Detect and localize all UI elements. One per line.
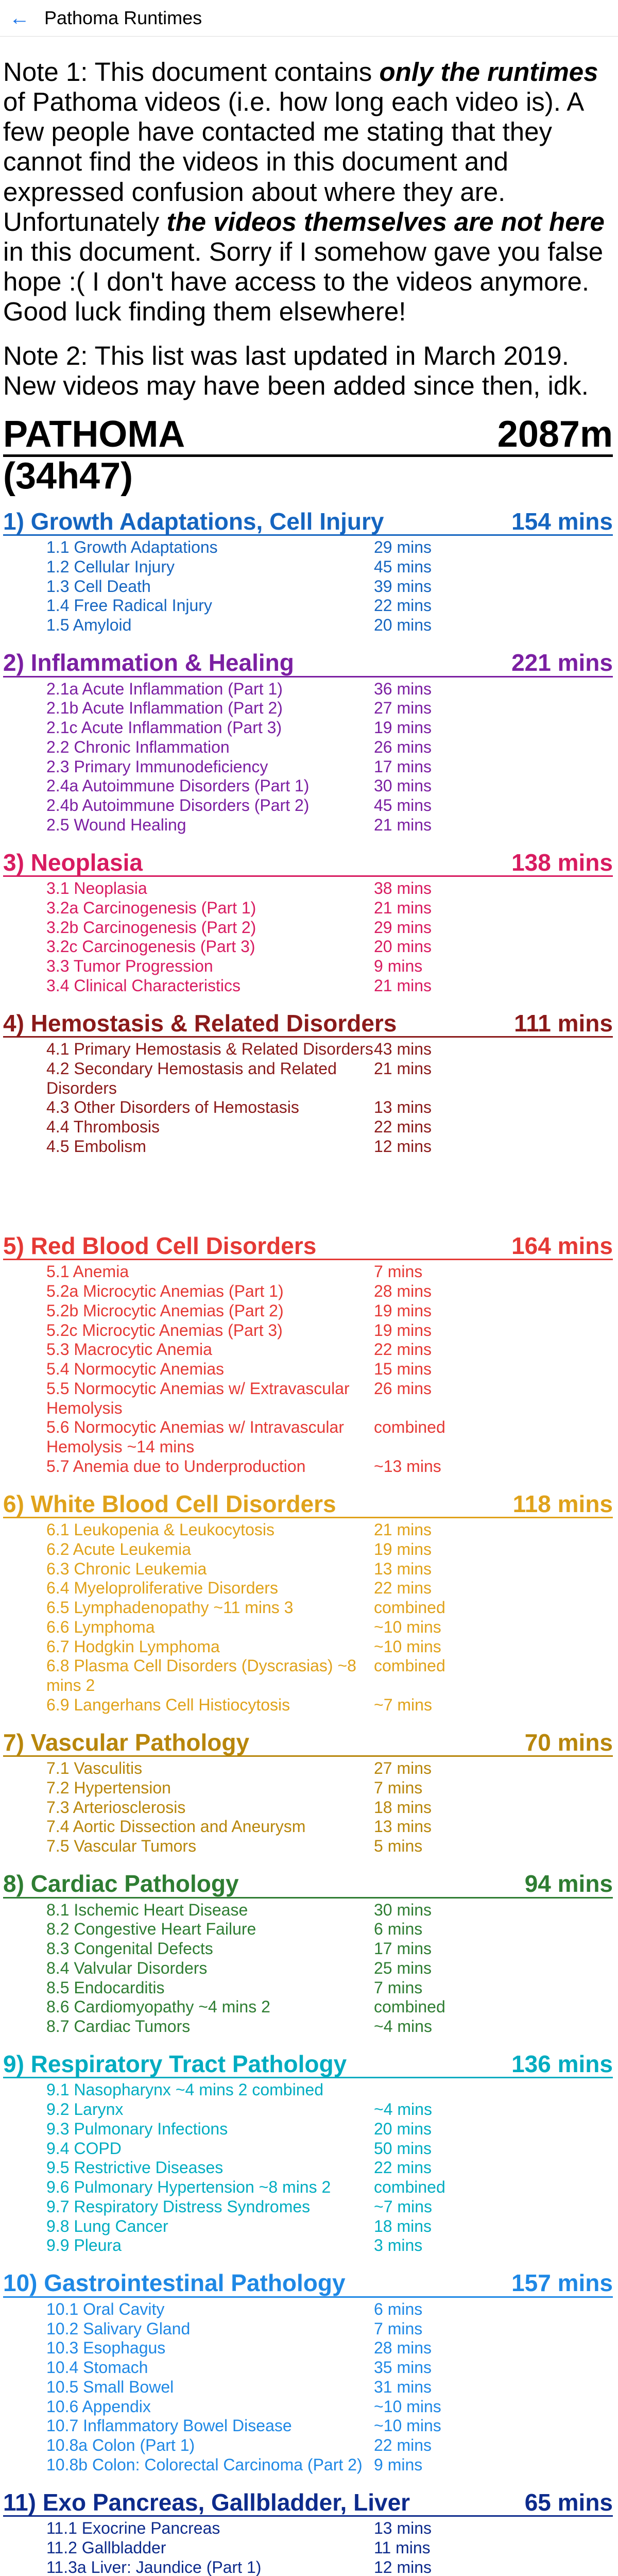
pathoma-title: PATHOMA [3, 414, 185, 455]
video-title: 7.5 Vascular Tumors [46, 1837, 197, 1856]
video-runtime: 7 mins [374, 1978, 423, 1997]
section-10 [3, 2270, 613, 2475]
video-item [3, 1579, 613, 1598]
video-runtime: combined [374, 2178, 445, 2197]
video-runtime: 21 mins [374, 1520, 432, 1539]
video-title: 5.1 Anemia [46, 1262, 129, 1281]
video-item [3, 2017, 613, 2037]
video-item [3, 2139, 613, 2159]
video-runtime: 43 mins [374, 1040, 432, 1059]
video-title: 8.6 Cardiomyopathy ~4 mins 2 [46, 1997, 270, 2016]
section-title: 11) Exo Pancreas, Gallbladder, Liver [3, 2488, 410, 2516]
section-title: 3) Neoplasia [3, 849, 143, 876]
video-item [3, 1696, 613, 1715]
video-runtime: 7 mins [374, 1262, 423, 1281]
video-runtime: 19 mins [374, 1301, 432, 1320]
video-runtime: 19 mins [374, 1320, 432, 1340]
video-title: 10.8b Colon: Colorectal Carcinoma (Part 2) [46, 2455, 363, 2474]
video-item [3, 918, 613, 938]
video-title: 6.8 Plasma Cell Disorders (Dyscrasias) ~8 mins 2 [46, 1656, 356, 1695]
video-item [3, 2197, 613, 2217]
section-heading[interactable] [3, 1730, 613, 1757]
video-item [3, 2300, 613, 2319]
video-title: 1.2 Cellular Injury [46, 557, 175, 576]
video-item [3, 757, 613, 777]
section-4 [3, 1010, 613, 1157]
pathoma-total-hours: (34h47) [3, 455, 133, 497]
video-runtime: 38 mins [374, 879, 432, 898]
video-runtime: 27 mins [374, 1759, 432, 1778]
top-bar [0, 0, 618, 37]
video-runtime: 19 mins [374, 718, 432, 737]
video-item [3, 1137, 613, 1157]
video-runtime: 20 mins [374, 2119, 432, 2138]
section-heading[interactable] [3, 2051, 613, 2079]
video-runtime: 11 mins [374, 2538, 431, 2557]
video-title: 6.6 Lymphoma [46, 1617, 155, 1636]
video-runtime: ~7 mins [374, 2197, 432, 2216]
video-runtime: 28 mins [374, 2338, 432, 2358]
video-title: 11.2 Gallbladder [46, 2538, 166, 2557]
video-runtime: 9 mins [374, 2455, 423, 2474]
video-title: 1.4 Free Radical Injury [46, 596, 212, 615]
video-runtime: 13 mins [374, 1817, 432, 1836]
video-item [3, 699, 613, 718]
video-runtime: 26 mins [374, 1379, 432, 1398]
video-title: 6.7 Hodgkin Lymphoma [46, 1637, 220, 1656]
video-runtime: 12 mins [374, 1137, 432, 1156]
video-runtime: ~10 mins [374, 1637, 441, 1656]
video-item [3, 1798, 613, 1818]
video-runtime: 21 mins [374, 976, 432, 995]
video-title: 11.1 Exocrine Pancreas [46, 2519, 220, 2538]
video-runtime: 21 mins [374, 898, 432, 917]
section-heading[interactable] [3, 1871, 613, 1899]
video-runtime: ~4 mins [374, 2017, 432, 2036]
video-title: 2.4a Autoimmune Disorders (Part 1) [46, 776, 310, 795]
note-1-text-c: of Pathoma videos (i.e. how long each video is). A few people have contacted me stating that they cannot find the videos in this document and expressed confusion about where they are. Unfortunately [3, 87, 583, 236]
video-runtime: 7 mins [374, 2319, 423, 2338]
video-runtime: 29 mins [374, 538, 432, 557]
video-runtime: 13 mins [374, 1559, 432, 1578]
video-runtime: 19 mins [374, 1539, 432, 1558]
video-item [3, 1598, 613, 1618]
video-runtime: 31 mins [374, 2377, 432, 2396]
video-title: 9.8 Lung Cancer [46, 2216, 168, 2235]
video-title: 1.1 Growth Adaptations [46, 538, 218, 557]
section-9 [3, 2051, 613, 2256]
video-runtime: ~10 mins [374, 2397, 441, 2416]
video-title: 6.3 Chronic Leukemia [46, 1559, 207, 1578]
video-runtime: combined [374, 1656, 445, 1675]
video-runtime: 20 mins [374, 937, 432, 956]
video-item [3, 2519, 613, 2538]
section-duration: 164 mins [511, 1232, 613, 1259]
video-item [3, 1618, 613, 1637]
video-title: 3.4 Clinical Characteristics [46, 976, 241, 995]
video-item [3, 899, 613, 918]
section-duration: 65 mins [524, 2488, 613, 2516]
video-runtime: 12 mins [374, 2557, 432, 2576]
video-title: 6.2 Acute Leukemia [46, 1539, 192, 1558]
video-item [3, 1540, 613, 1560]
section-duration: 154 mins [511, 507, 613, 535]
video-title: 5.7 Anemia due to Underproduction [46, 1456, 306, 1476]
video-item [3, 1637, 613, 1657]
video-item [3, 2558, 613, 2576]
video-title: 7.2 Hypertension [46, 1778, 171, 1797]
video-item [3, 2178, 613, 2197]
video-item [3, 1059, 613, 1098]
video-item [3, 1301, 613, 1321]
section-spacer [3, 1171, 613, 1233]
video-runtime: 22 mins [374, 2158, 432, 2177]
video-runtime: 9 mins [374, 957, 423, 976]
video-title: 9.9 Pleura [46, 2236, 122, 2255]
video-item [3, 2319, 613, 2339]
video-title: 6.9 Langerhans Cell Histiocytosis [46, 1695, 290, 1714]
video-runtime: 26 mins [374, 737, 432, 756]
section-heading[interactable] [3, 2489, 613, 2517]
section-11 [3, 2489, 613, 2576]
pathoma-header [3, 415, 613, 457]
video-title: 3.2a Carcinogenesis (Part 1) [46, 898, 256, 917]
video-item [3, 1282, 613, 1301]
video-item [3, 596, 613, 616]
video-title: 6.1 Leukopenia & Leukocytosis [46, 1520, 274, 1539]
video-runtime: 18 mins [374, 1798, 432, 1817]
video-item [3, 1656, 613, 1696]
video-runtime: 30 mins [374, 1900, 432, 1919]
video-runtime: 39 mins [374, 577, 432, 596]
video-item [3, 1978, 613, 1998]
video-title: 3.2c Carcinogenesis (Part 3) [46, 937, 255, 956]
video-runtime: 22 mins [374, 2436, 432, 2454]
video-title: 2.1b Acute Inflammation (Part 2) [46, 699, 283, 718]
video-item [3, 1939, 613, 1959]
video-runtime: 45 mins [374, 557, 432, 576]
video-title: 9.1 Nasopharynx ~4 mins 2 combined [46, 2080, 324, 2099]
video-title: 5.6 Normocytic Anemias w/ Intravascular Hemolysis ~14 mins [46, 1418, 344, 1456]
video-title: 10.5 Small Bowel [46, 2377, 174, 2396]
section-3 [3, 850, 613, 996]
video-item [3, 1098, 613, 1117]
video-item [3, 2217, 613, 2236]
video-runtime: 27 mins [374, 699, 432, 718]
video-title: 4.1 Primary Hemostasis & Related Disorders [46, 1040, 373, 1059]
video-title: 10.6 Appendix [46, 2397, 151, 2416]
section-heading[interactable] [3, 1010, 613, 1038]
video-title: 3.2b Carcinogenesis (Part 2) [46, 918, 256, 937]
video-item [3, 538, 613, 557]
section-title: 10) Gastrointestinal Pathology [3, 2269, 346, 2297]
video-item [3, 1759, 613, 1778]
section-duration: 157 mins [511, 2269, 613, 2297]
video-title: 7.3 Arteriosclerosis [46, 1798, 186, 1817]
video-title: 3.1 Neoplasia [46, 879, 147, 898]
video-title: 8.3 Congenital Defects [46, 1939, 213, 1958]
note-1-emphasis-2: the videos themselves are not here [166, 207, 605, 236]
section-title: 8) Cardiac Pathology [3, 1870, 239, 1897]
video-title: 2.1a Acute Inflammation (Part 1) [46, 679, 283, 698]
video-runtime: 13 mins [374, 1098, 432, 1117]
video-item [3, 2080, 613, 2100]
note-1-text-e: in this document. Sorry if I somehow gave you false hope :( I don't have access to the videos anymore. Good luck finding them elsewhere! [3, 236, 604, 326]
section-duration: 118 mins [512, 1490, 613, 1517]
note-2: Note 2: This list was last updated in March 2019. New videos may have been added since then, idk. [3, 341, 589, 401]
video-title: 8.7 Cardiac Tumors [46, 2017, 191, 2036]
video-title: 4.3 Other Disorders of Hemostasis [46, 1098, 299, 1117]
video-title: 9.6 Pulmonary Hypertension ~8 mins 2 [46, 2178, 331, 2197]
video-title: 1.5 Amyloid [46, 616, 132, 635]
video-title: 5.2a Microcytic Anemias (Part 1) [46, 1282, 284, 1301]
video-item [3, 2455, 613, 2475]
video-item [3, 976, 613, 996]
video-runtime: 30 mins [374, 776, 432, 795]
video-runtime: 17 mins [374, 1939, 432, 1958]
document-title: Pathoma Runtimes [44, 7, 202, 28]
video-item [3, 2378, 613, 2397]
section-title: 9) Respiratory Tract Pathology [3, 2050, 347, 2077]
video-item [3, 718, 613, 738]
section-heading[interactable] [3, 1491, 613, 1519]
video-title: 6.5 Lymphadenopathy ~11 mins 3 [46, 1598, 294, 1617]
video-title: 4.5 Embolism [46, 1137, 146, 1156]
video-title: 10.3 Esophagus [46, 2338, 166, 2358]
video-item [3, 1901, 613, 1920]
video-title: 5.5 Normocytic Anemias w/ Extravascular Hemolysis [46, 1379, 350, 1417]
video-item [3, 1997, 613, 2017]
section-heading[interactable] [3, 1233, 613, 1261]
note-1 [3, 57, 613, 327]
back-arrow-icon[interactable]: ← [9, 7, 30, 29]
video-item [3, 2338, 613, 2358]
video-item [3, 1340, 613, 1360]
video-item [3, 957, 613, 976]
video-title: 9.2 Larynx [46, 2100, 124, 2119]
video-item [3, 1560, 613, 1579]
video-item [3, 1837, 613, 1856]
video-runtime: 25 mins [374, 1958, 432, 1977]
video-item [3, 1262, 613, 1282]
video-title: 2.4b Autoimmune Disorders (Part 2) [46, 796, 310, 815]
video-title: 4.2 Secondary Hemostasis and Related Disorders [46, 1059, 337, 1097]
video-title: 5.4 Normocytic Anemias [46, 1360, 225, 1379]
section-duration: 94 mins [524, 1870, 613, 1897]
video-title: 8.2 Congestive Heart Failure [46, 1920, 256, 1939]
video-runtime: 22 mins [374, 1579, 432, 1598]
video-title: 5.2b Microcytic Anemias (Part 2) [46, 1301, 284, 1320]
document-body [0, 57, 618, 2576]
video-title: 5.3 Macrocytic Anemia [46, 1340, 212, 1359]
section-title: 7) Vascular Pathology [3, 1728, 250, 1756]
video-item [3, 557, 613, 577]
video-title: 9.5 Restrictive Diseases [46, 2158, 224, 2177]
section-5 [3, 1233, 613, 1477]
section-duration: 221 mins [511, 649, 613, 676]
video-runtime: 3 mins [374, 2236, 423, 2255]
section-heading[interactable] [3, 650, 613, 677]
video-runtime: 28 mins [374, 1282, 432, 1301]
video-item [3, 616, 613, 635]
video-title: 2.5 Wound Healing [46, 815, 186, 834]
video-title: 2.1c Acute Inflammation (Part 3) [46, 718, 282, 737]
video-title: 9.4 COPD [46, 2139, 122, 2158]
video-item [3, 1817, 613, 1837]
sections-list [3, 509, 613, 2576]
video-item [3, 2416, 613, 2436]
section-duration: 70 mins [524, 1728, 613, 1756]
video-item [3, 2100, 613, 2120]
section-heading[interactable] [3, 509, 613, 536]
video-item [3, 1040, 613, 1059]
video-item [3, 776, 613, 796]
video-item [3, 2236, 613, 2256]
section-2 [3, 650, 613, 835]
video-runtime: 7 mins [374, 1778, 423, 1797]
note-1-text-a: Note 1: This document contains [3, 57, 380, 87]
video-runtime: 35 mins [374, 2358, 432, 2377]
video-runtime: ~10 mins [374, 1617, 441, 1636]
video-runtime: ~4 mins [374, 2100, 432, 2119]
video-title: 8.1 Ischemic Heart Disease [46, 1900, 248, 1919]
video-runtime: ~13 mins [374, 1456, 441, 1476]
video-title: 6.4 Myeloproliferative Disorders [46, 1579, 278, 1598]
video-runtime: 36 mins [374, 679, 432, 698]
video-title: 10.1 Oral Cavity [46, 2299, 165, 2318]
video-item [3, 879, 613, 899]
video-item [3, 2158, 613, 2178]
section-duration: 136 mins [511, 2050, 613, 2077]
video-title: 10.7 Inflammatory Bowel Disease [46, 2416, 292, 2435]
section-heading[interactable] [3, 850, 613, 877]
video-item [3, 937, 613, 957]
video-runtime: 22 mins [374, 1340, 432, 1359]
section-title: 1) Growth Adaptations, Cell Injury [3, 507, 384, 535]
video-item [3, 2358, 613, 2378]
video-runtime: 15 mins [374, 1360, 432, 1379]
section-1 [3, 509, 613, 635]
section-6 [3, 1491, 613, 1715]
video-item [3, 1418, 613, 1457]
video-title: 4.4 Thrombosis [46, 1117, 160, 1137]
video-title: 10.8a Colon (Part 1) [46, 2436, 195, 2454]
video-item [3, 1920, 613, 1939]
video-runtime: 6 mins [374, 1920, 423, 1939]
video-title: 3.3 Tumor Progression [46, 957, 213, 976]
video-runtime: 17 mins [374, 757, 432, 776]
video-title: 9.3 Pulmonary Infections [46, 2119, 228, 2138]
video-runtime: 20 mins [374, 616, 432, 635]
video-title: 8.5 Endocarditis [46, 1978, 165, 1997]
video-title: 7.4 Aortic Dissection and Aneurysm [46, 1817, 306, 1836]
video-title: 10.2 Salivary Gland [46, 2319, 191, 2338]
video-title: 2.3 Primary Immunodeficiency [46, 757, 268, 776]
video-item [3, 1778, 613, 1798]
video-item [3, 680, 613, 699]
video-runtime: 22 mins [374, 596, 432, 615]
pathoma-total: 2087m [497, 414, 613, 455]
video-item [3, 1520, 613, 1540]
video-runtime: 13 mins [374, 2519, 432, 2538]
section-title: 5) Red Blood Cell Disorders [3, 1232, 317, 1259]
section-8 [3, 1871, 613, 2037]
section-7 [3, 1730, 613, 1856]
note-1-emphasis-1: only the runtimes [379, 57, 598, 87]
video-runtime: 21 mins [374, 1059, 432, 1078]
video-item [3, 1959, 613, 1978]
video-runtime: 21 mins [374, 815, 432, 834]
video-runtime: 18 mins [374, 2216, 432, 2235]
video-title: 7.1 Vasculitis [46, 1759, 143, 1778]
video-title: 8.4 Valvular Disorders [46, 1958, 208, 1977]
video-item [3, 577, 613, 597]
video-item [3, 738, 613, 757]
video-runtime: 29 mins [374, 918, 432, 937]
video-item [3, 1321, 613, 1341]
video-runtime: 5 mins [374, 1837, 423, 1856]
video-item [3, 796, 613, 816]
video-title: 10.4 Stomach [46, 2358, 148, 2377]
video-runtime: ~7 mins [374, 1695, 432, 1714]
section-duration: 138 mins [511, 849, 613, 876]
video-title: 1.3 Cell Death [46, 577, 151, 596]
video-runtime: combined [374, 1418, 445, 1437]
video-runtime: combined [374, 1997, 445, 2016]
video-item [3, 1360, 613, 1379]
section-title: 2) Inflammation & Healing [3, 649, 294, 676]
section-title: 6) White Blood Cell Disorders [3, 1490, 336, 1517]
section-title: 4) Hemostasis & Related Disorders [3, 1009, 397, 1037]
video-item [3, 2120, 613, 2139]
video-title: 11.3a Liver: Jaundice (Part 1) [46, 2557, 262, 2576]
video-runtime: 45 mins [374, 796, 432, 815]
video-runtime: ~10 mins [374, 2416, 441, 2435]
video-title: 9.7 Respiratory Distress Syndromes [46, 2197, 311, 2216]
video-item [3, 1457, 613, 1477]
video-item [3, 2436, 613, 2455]
video-title: 5.2c Microcytic Anemias (Part 3) [46, 1320, 283, 1340]
video-item [3, 1379, 613, 1418]
video-runtime: 22 mins [374, 1117, 432, 1137]
video-runtime: 50 mins [374, 2139, 432, 2158]
video-runtime: combined [374, 1598, 445, 1617]
video-item [3, 816, 613, 835]
video-title: 2.2 Chronic Inflammation [46, 737, 230, 756]
video-item [3, 2397, 613, 2417]
section-duration: 111 mins [514, 1009, 613, 1037]
video-item [3, 1117, 613, 1137]
section-heading[interactable] [3, 2270, 613, 2298]
video-item [3, 2538, 613, 2558]
video-runtime: 6 mins [374, 2299, 423, 2318]
